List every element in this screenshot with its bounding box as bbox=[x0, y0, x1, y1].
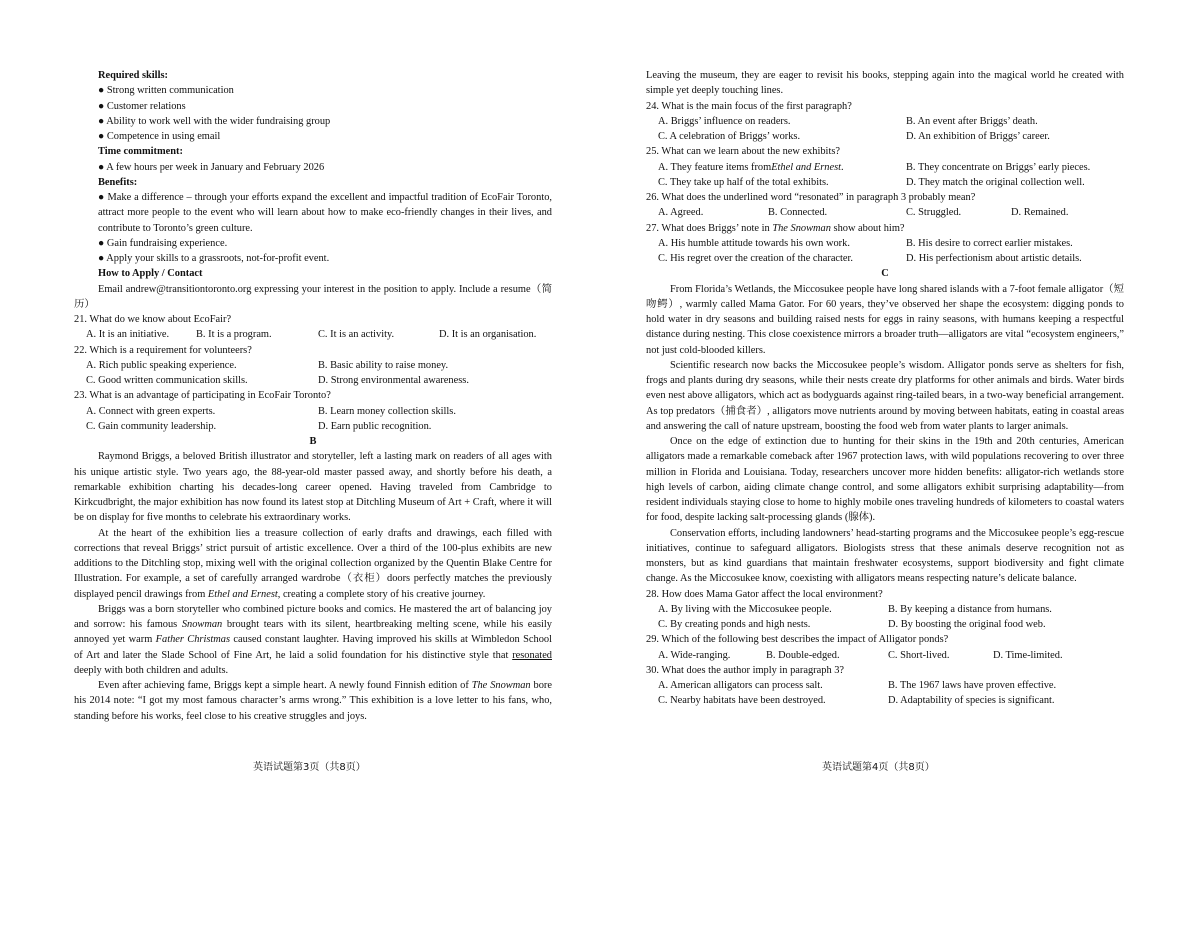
question-28-options bbox=[646, 602, 1124, 617]
option: B. An event after Briggs’ death. bbox=[906, 115, 1038, 127]
question-24: 24. What is the main focus of the first paragraph? bbox=[646, 100, 852, 112]
question-23-options bbox=[74, 404, 552, 419]
question-21: 21. What do we know about EcoFair? bbox=[74, 314, 232, 325]
question-22-options bbox=[74, 373, 552, 388]
question-30-options bbox=[646, 693, 1124, 708]
option: D. They match the original collection well. bbox=[906, 176, 1085, 188]
option: C. Gain community leadership. bbox=[86, 420, 217, 432]
option: A. Wide-ranging. bbox=[658, 649, 731, 661]
option: B. It is a program. bbox=[196, 329, 272, 341]
option: C. His regret over the creation of the character. bbox=[658, 253, 854, 264]
section-b-heading: B bbox=[309, 436, 317, 447]
option: C. They take up half of the total exhibits. bbox=[658, 176, 829, 188]
option: A. His humble attitude towards his own work. bbox=[658, 237, 850, 249]
question-24-options bbox=[646, 114, 1124, 129]
option: B. Connected. bbox=[768, 207, 828, 219]
question-29: 29. Which of the following best describes the impact of Alligator ponds? bbox=[646, 634, 949, 646]
question-22-options bbox=[74, 358, 552, 373]
option: B. They concentrate on Briggs’ early pieces. bbox=[906, 161, 1091, 173]
option: C. Struggled. bbox=[906, 207, 962, 219]
option: B. The 1967 laws have proven effective. bbox=[888, 680, 1057, 691]
passage-b-paragraph-4: Even after achieving fame, Briggs kept a simple heart. A newly found Finnish edition of The Snowman bore his 2014 note: “I got my most famous character’s arms wrong.” This exhibition is a love letter to his fans, who, standing before his works, feel close to his creative struggles and joys. bbox=[74, 680, 552, 722]
left-page bbox=[74, 68, 552, 724]
passage-b-paragraph-1: Raymond Briggs, a beloved British illustrator and storyteller, left a lasting mark on readers of all ages with his unique artistic style. Two years ago, the 88-year-old master passed away, and shortly before his death, a remarkable exhibition charting his decades-long career opened. Having traveled from Cambridge to Kirkcudbright, the major exhibition has now found its latest stop at Ditchling Museum of Art + Craft, where it will be on display for five months to celebrate his extraordinary works. bbox=[74, 451, 552, 524]
question-25: 25. What can we learn about the new exhibits? bbox=[646, 146, 840, 158]
skill-item: ● Customer relations bbox=[98, 100, 186, 112]
option: B. By keeping a distance from humans. bbox=[888, 603, 1052, 615]
option: D. Remained. bbox=[1011, 207, 1069, 219]
question-26: 26. What does the underlined word “resonated” in paragraph 3 probably mean? bbox=[646, 192, 976, 203]
question-29-options bbox=[646, 648, 1124, 663]
option: A. American alligators can process salt. bbox=[658, 680, 823, 691]
option: D. Adaptability of species is significant. bbox=[888, 695, 1055, 707]
question-22: 22. Which is a requirement for volunteers? bbox=[74, 344, 252, 356]
benefits-heading: Benefits: bbox=[98, 176, 138, 188]
question-24-options bbox=[646, 129, 1124, 144]
option: A. Agreed. bbox=[658, 207, 704, 219]
passage-c-paragraph-4: Conservation efforts, including landowners’ head-starting programs and the Miccosukee people’s egg-rescue initiatives, continue to safeguard alligators. Biologists stress that these animals deserve recognition not as monsters, but as kind guardians that maintain freshwater ecosystems, support biodiversity and fight climate change. As the Miccosukee know, coexisting with alligators means respecting nature’s delicate balance. bbox=[646, 527, 1124, 585]
option: A. Connect with green experts. bbox=[86, 405, 216, 417]
time-commitment-heading: Time commitment: bbox=[98, 146, 183, 158]
option: B. His desire to correct earlier mistakes. bbox=[906, 237, 1073, 249]
option: A. It is an initiative. bbox=[86, 329, 170, 341]
question-23: 23. What is an advantage of participating in EcoFair Toronto? bbox=[74, 390, 331, 402]
question-30-options bbox=[646, 678, 1124, 693]
option: A. By living with the Miccosukee people. bbox=[658, 603, 832, 615]
skill-item: ● Competence in using email bbox=[98, 131, 221, 142]
option: A. Briggs’ influence on readers. bbox=[658, 115, 791, 127]
question-27-options bbox=[646, 251, 1124, 266]
question-21-options bbox=[74, 327, 552, 342]
required-skills-heading: Required skills: bbox=[98, 70, 168, 81]
option: D. Earn public recognition. bbox=[318, 420, 432, 432]
question-25-options bbox=[646, 160, 1124, 175]
page-footer-right: 英语试题第4页（共8页） bbox=[822, 762, 935, 773]
option: C. Good written communication skills. bbox=[86, 375, 248, 386]
right-page bbox=[646, 68, 1124, 709]
time-commitment-item: ● A few hours per week in January and February 2026 bbox=[98, 161, 325, 173]
passage-b-paragraph-3: Briggs was a born storyteller who combined picture books and comics. He mastered the art of balancing joy and sorrow: his famous Snowman brought tears with its silent, heartbreaking melting scene, while his easily annoyed yet warm Father Christmas caused constant laughter. Having improved his skills at Wimbledon School of Art and later the Slade School of Fine Art, he laid a solid foundation for his distinctive style that resonated deeply with both children and adults. bbox=[74, 603, 552, 676]
option: A. They feature items fromEthel and Ernest. bbox=[658, 161, 844, 173]
benefit-item: ● Make a difference – through your efforts expand the excellent and impactful tradition of EcoFair Toronto, attract more people to the event who will learn about how to make eco-friendly changes in their lives, and contribute to Toronto’s green culture. bbox=[98, 192, 552, 234]
option: D. His perfectionism about artistic details. bbox=[906, 253, 1082, 264]
passage-c-paragraph-3: Once on the edge of extinction due to hunting for their skins in the 19th and 20th centuries, American alligators made a remarkable comeback after 1967 protection laws, with wild populations recovering to over three million in Florida and Louisiana. Today, researchers uncover more hidden benefits: alligator-rich wetlands store high levels of carbon, aiding climate change control, and some alligators exhibit surprising adaptability—from resident individuals staying close to home to highly mobile ones traveling hundreds of kilometers to coastal waters for food, despite lacking salt-processing glands (腺体). bbox=[646, 436, 1124, 524]
page-footer-left: 英语试题第3页（共8页） bbox=[253, 762, 366, 773]
option: C. Nearby habitats have been destroyed. bbox=[658, 695, 826, 707]
passage-b-paragraph-2: At the heart of the exhibition lies a treasure collection of early drafts and drawings, each filled with corrections that reveal Briggs’ strict pursuit of artistic excellence. Over a third of the 100-plus exhibits are new additions to the Ditchling stop, mixing well with the original collection organized by the Quentin Blake Centre for Illustration. For example, a set of carefully arranged wardrobe（衣柜）doors perfectly matches the previously displayed pencil drawings from Ethel and Ernest, creating a complete story of his creative journey. bbox=[74, 527, 552, 600]
option: B. Double-edged. bbox=[766, 649, 840, 661]
question-25-options bbox=[646, 175, 1124, 190]
skill-item: ● Strong written communication bbox=[98, 85, 234, 97]
question-28-options bbox=[646, 617, 1124, 632]
skill-item: ● Ability to work well with the wider fundraising group bbox=[98, 115, 331, 127]
option: D. Time-limited. bbox=[993, 649, 1063, 661]
question-27-options bbox=[646, 236, 1124, 251]
question-27: 27. What does Briggs’ note in The Snowman show about him? bbox=[646, 222, 905, 234]
passage-c-paragraph-1: From Florida’s Wetlands, the Miccosukee people have long shared islands with a 7-foot female alligator（短吻鳄）, warmly called Mama Gator. For 60 years, they’ve observed her shape the ecosystem: digging ponds to hold water in dry seasons and building raised nests for eggs in rainy seasons, with humans keeping a respectful distance during nesting. This close coexistence mirrors a broader truth—alligators are vital “ecosystem engineers,” not just cold-blooded killers. bbox=[646, 283, 1124, 356]
apply-text: Email andrew@transitiontoronto.org expressing your interest in the position to apply. Include a resume（简历） bbox=[74, 283, 552, 310]
option: A. Rich public speaking experience. bbox=[86, 359, 237, 371]
option: C. A celebration of Briggs’ works. bbox=[658, 131, 801, 142]
option: D. It is an organisation. bbox=[439, 329, 537, 341]
how-to-apply-heading: How to Apply / Contact bbox=[98, 268, 203, 280]
benefit-item: ● Gain fundraising experience. bbox=[98, 237, 228, 249]
option: D. Strong environmental awareness. bbox=[318, 375, 469, 386]
benefit-item: ● Apply your skills to a grassroots, not-for-profit event. bbox=[98, 253, 330, 264]
option: D. An exhibition of Briggs’ career. bbox=[906, 131, 1050, 142]
option: C. Short-lived. bbox=[888, 649, 950, 661]
question-26-options bbox=[646, 205, 1124, 220]
option: D. By boosting the original food web. bbox=[888, 619, 1046, 630]
question-23-options bbox=[74, 419, 552, 434]
option: B. Learn money collection skills. bbox=[318, 405, 456, 417]
section-c-heading: C bbox=[881, 268, 889, 280]
question-30: 30. What does the author imply in paragraph 3? bbox=[646, 664, 845, 676]
passage-c-paragraph-2: Scientific research now backs the Miccosukee people’s wisdom. Alligator ponds serve as shelters for fish, frogs and plants during dry seasons, while their nests create dry platforms for other animals and birds. Water birds even nest above alligators, which act as bodyguards against ring-tailed bears, in a two-way beneficial arrangement. As top predators（捕食者）, alligators move nutrients around by moving between habitats, eating in coastal areas and answering the call of nature upstream, boosting the food web from water plants to larger animals. bbox=[646, 359, 1124, 432]
option: C. By creating ponds and high nests. bbox=[658, 619, 811, 630]
option: C. It is an activity. bbox=[318, 329, 395, 341]
question-28: 28. How does Mama Gator affect the local environment? bbox=[646, 588, 883, 600]
option: B. Basic ability to raise money. bbox=[318, 359, 449, 371]
passage-b-paragraph-4-continued: Leaving the museum, they are eager to revisit his books, stepping again into the magical world he created with simple yet deeply touching lines. bbox=[646, 70, 1124, 97]
